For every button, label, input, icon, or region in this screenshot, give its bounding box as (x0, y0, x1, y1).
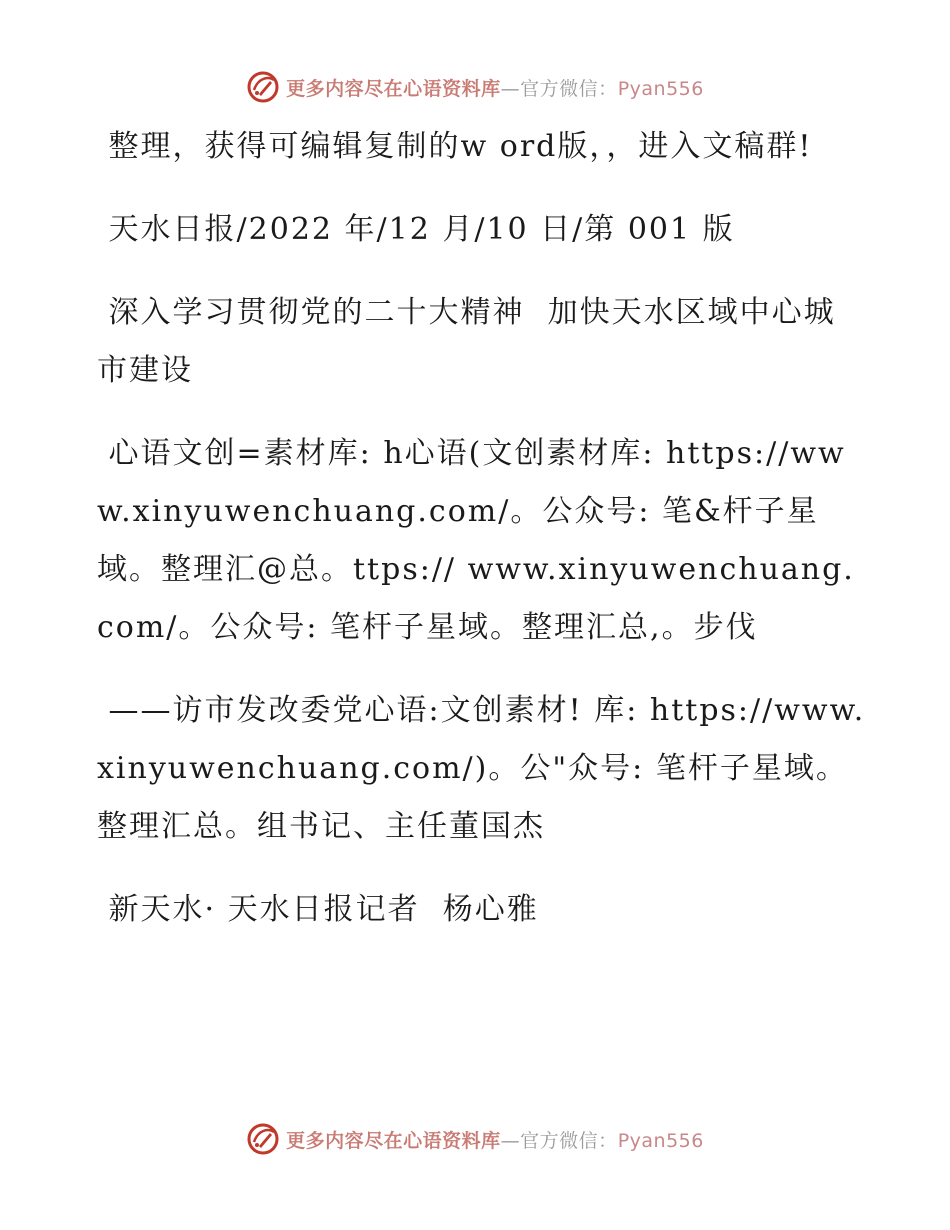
paragraph-byline: 新天水· 天水日报记者 杨心雅 (97, 892, 539, 927)
document-body (97, 118, 867, 964)
header-banner-sep: —官方微信： (500, 77, 618, 100)
header-banner-text (286, 74, 704, 101)
paragraph-interview: ——访市发改委党心语:文创素材! 库: https://www.xinyuwenchuang.com/)。公"众号: 笔杆子星域。整理汇总。组书记、主任董国杰 (97, 693, 866, 844)
paragraph-material-library: 心语文创=素材库: h心语(文创素材库: https://www.xinyuwenchuang.com/。公众号: 笔&杆子星域。整理汇@总。ttps:// www.xinyuwenchuang.com/。公众号: 笔杆子星域。整理汇总,。步伐 (97, 436, 855, 645)
paragraph-intro: 整理，获得可编辑复制的w ord版，，进入文稿群! (97, 129, 813, 164)
footer-banner-main: 更多内容尽在心语资料库 (286, 1129, 501, 1152)
footer-banner-text (286, 1126, 704, 1153)
paragraph-headline: 深入学习贯彻党的二十大精神 加快天水区域中心城市建设 (97, 295, 836, 388)
header-banner (0, 70, 950, 104)
header-banner-wechat: Pyan556 (617, 77, 704, 100)
red-circle-pen-logo-icon (246, 1122, 280, 1156)
header-banner-main: 更多内容尽在心语资料库 (286, 77, 501, 100)
footer-banner-sep: —官方微信： (500, 1129, 618, 1152)
red-circle-pen-logo-icon (246, 70, 280, 104)
footer-banner (0, 1122, 950, 1156)
footer-banner-wechat: Pyan556 (617, 1129, 704, 1152)
paragraph-source-line: 天水日报/2022 年/12 月/10 日/第 001 版 (97, 212, 735, 247)
